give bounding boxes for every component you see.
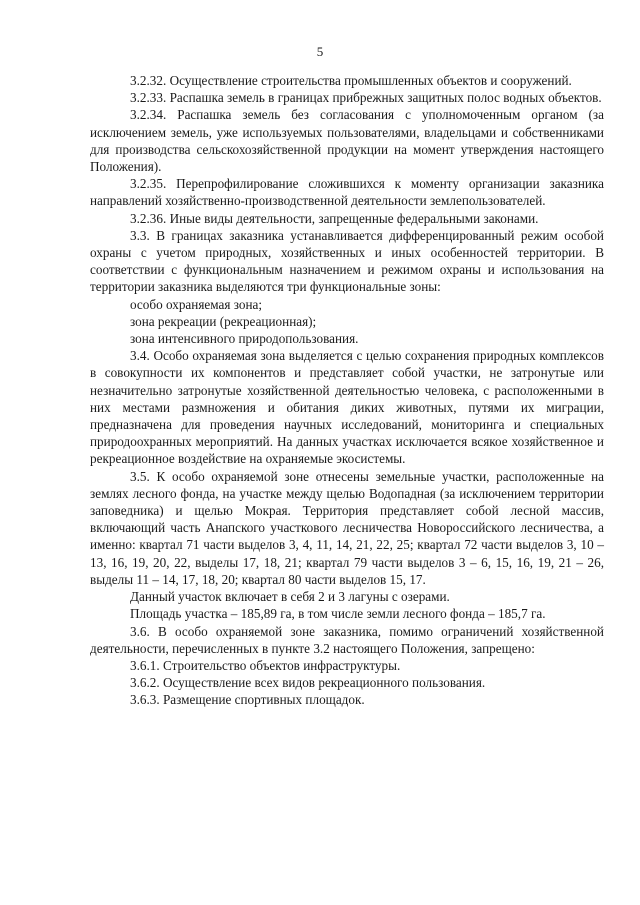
paragraph-3-2-32: 3.2.32. Осуществление строительства промышленных объектов и сооружений. xyxy=(130,73,572,88)
zone-list-item: зона рекреации (рекреационная); xyxy=(130,313,317,329)
paragraph-3-3: 3.3. В границах заказника устанавливается дифференцированный режим особой охраны с учетом природных, хозяйственных и иных особенностей территории. В соответствии с функциональным назначением и режимом охраны и использования на территории заказника выделяются три функциональные зоны: xyxy=(90,227,604,295)
paragraph-3-6-3: 3.6.3. Размещение спортивных площадок. xyxy=(130,692,365,708)
paragraph-3-2-34: 3.2.34. Распашка земель без согласования с уполномоченным органом (за исключением земель, уже используемых пользователями, владельцами и собственниками для производства сельскохозяйственной продукции на момент утверждения настоящего Положения). xyxy=(90,107,604,175)
document-body xyxy=(90,72,604,709)
paragraph-3-6: 3.6. В особо охраняемой зоне заказника, помимо ограничений хозяйственной деятельности, перечисленных в пункте 3.2 настоящего Положения, запрещено: xyxy=(90,623,604,656)
paragraph-3-4: 3.4. Особо охраняемая зона выделяется с целью сохранения природных комплексов в совокупности их компонентов и представляет собой участки, не затронутые или незначительно затронутые хозяйственной деятельностью человека, с расположенными в них местами размножения и обитания диких животных, путями их миграции, предназначена для проведения научных исследований, мониторинга и специальных природоохранных мероприятий. На данных участках исключается всякое хозяйственное и рекреационное воздействие на охраняемые экосистемы. xyxy=(90,348,604,467)
paragraph-lagoons: Данный участок включает в себя 2 и 3 лагуны с озерами. xyxy=(130,589,450,605)
paragraph-3-5: 3.5. К особо охраняемой зоне отнесены земельные участки, расположенные на землях лесного фонда, на участке между щелью Водопадная (за исключением территории заповедника) и щелью Мокрая. Территория представляет собой лесной массив, включающий часть Анапского участкового лесничества Новороссийского лесничества, а именно: квартал 71 части выделов 3, 4, 11, 14, 21, 22, 25; квартал 72 части выделов 3, 10 – 13, 16, 19, 20, 22, выделы 17, 18, 21; квартал 79 части выделов 3 – 6, 15, 16, 19, 21 – 26, выделы 11 – 14, 17, 18, 20; квартал 80 части выделов 15, 17. xyxy=(90,468,604,587)
paragraph-3-2-35: 3.2.35. Перепрофилирование сложившихся к моменту организации заказника направлений хозяйственно-производственной деятельности землепользователей. xyxy=(90,176,604,209)
paragraph-3-6-2: 3.6.2. Осуществление всех видов рекреационного пользования. xyxy=(130,675,486,691)
paragraph-3-2-33: 3.2.33. Распашка земель в границах прибрежных защитных полос водных объектов. xyxy=(130,90,602,106)
zone-list-item: зона интенсивного природопользования. xyxy=(130,331,359,347)
page-number: 5 xyxy=(316,44,324,59)
paragraph-3-6-1: 3.6.1. Строительство объектов инфраструктуры. xyxy=(130,657,401,673)
paragraph-area: Площадь участка – 185,89 га, в том числе земли лесного фонда – 185,7 га. xyxy=(130,606,546,622)
paragraph-3-2-36: 3.2.36. Иные виды деятельности, запрещенные федеральными законами. xyxy=(130,210,539,226)
zone-list-item: особо охраняемая зона; xyxy=(130,296,263,312)
